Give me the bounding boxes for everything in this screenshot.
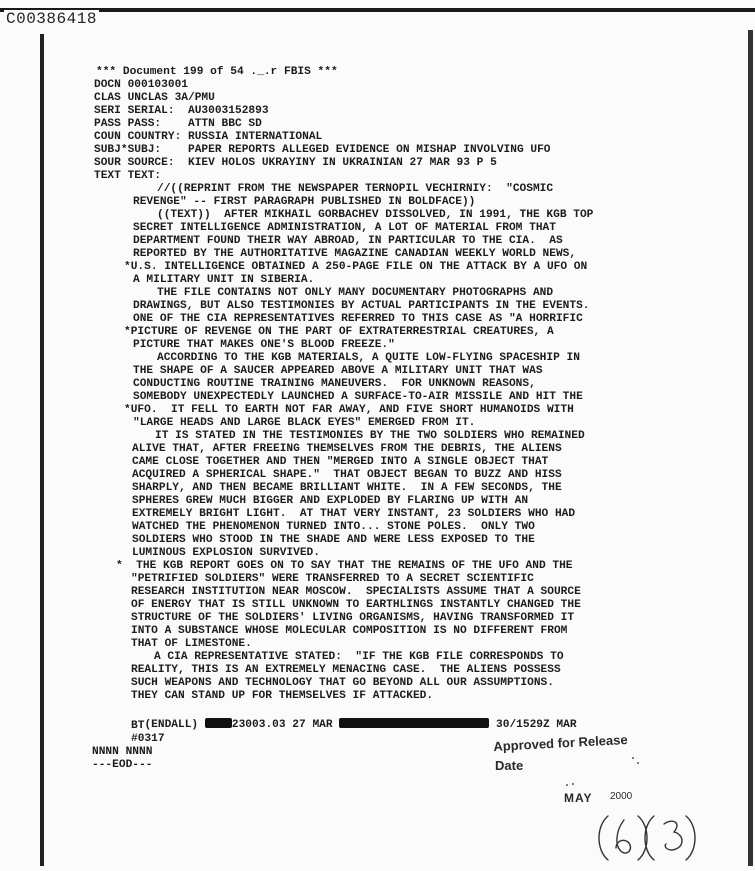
docn-line: DOCN 000103001 xyxy=(94,79,188,91)
subject-line: SUBJ*SUBJ: PAPER REPORTS ALLEGED EVIDENCE ON MISHAP INVOLVING UFO xyxy=(94,144,551,156)
speck xyxy=(632,757,634,759)
body-line: A MILITARY UNIT IN SIBERIA. xyxy=(133,274,315,286)
body-line: DEPARTMENT FOUND THEIR WAY ABROAD, IN PARTICULAR TO THE CIA. AS xyxy=(133,235,563,247)
body-line: SOMEBODY UNEXPECTEDLY LAUNCHED A SURFACE-TO-AIR MISSILE AND HIT THE xyxy=(133,391,583,403)
body-line: IT IS STATED IN THE TESTIMONIES BY THE TWO SOLDIERS WHO REMAINED xyxy=(155,430,585,442)
body-line: RESEARCH INSTITUTION NEAR MOSCOW. SPECIALISTS ASSUME THAT A SOURCE xyxy=(131,586,581,598)
body-line: "LARGE HEADS AND LARGE BLACK EYES" EMERGED FROM IT. xyxy=(133,417,476,429)
stamp-date-label: Date xyxy=(495,758,524,773)
body-line: ALIVE THAT, AFTER FREEING THEMSELVES FROM THE DEBRIS, THE ALIENS xyxy=(132,443,562,455)
left-margin-rule xyxy=(40,34,44,866)
body-line: ACQUIRED A SPHERICAL SHAPE." THAT OBJECT BEGAN TO BUZZ AND HISS xyxy=(132,469,562,481)
body-line: CONDUCTING ROUTINE TRAINING MANEUVERS. FOR UNKNOWN REASONS, xyxy=(133,378,536,390)
body-line: THE SHAPE OF A SAUCER APPEARED ABOVE A MILITARY UNIT THAT WAS xyxy=(133,365,543,377)
body-line: PICTURE THAT MAKES ONE'S BLOOD FREEZE." xyxy=(133,339,395,351)
body-line: LUMINOUS EXPLOSION SURVIVED. xyxy=(132,547,320,559)
top-rule xyxy=(0,8,755,12)
nnnn-line: NNNN NNNN xyxy=(92,746,153,758)
body-line: SECRET INTELLIGENCE ADMINISTRATION, A LOT OF MATERIAL FROM THAT xyxy=(133,222,556,234)
body-line: THE FILE CONTAINS NOT ONLY MANY DOCUMENTARY PHOTOGRAPHS AND xyxy=(157,287,554,299)
endall-time: 30/1529Z MAR xyxy=(489,719,577,731)
speck xyxy=(572,783,574,785)
speck xyxy=(566,784,568,786)
clas-line: CLAS UNCLAS 3A/PMU xyxy=(94,92,215,104)
handwriting-strokes xyxy=(594,808,704,866)
body-line: OF ENERGY THAT IS STILL UNKNOWN TO EARTHLINGS INSTANTLY CHANGED THE xyxy=(131,599,581,611)
redaction-bar xyxy=(205,718,232,728)
handwritten-annotation xyxy=(594,808,704,871)
body-line: EXTREMELY BRIGHT LIGHT. AT THAT VERY INSTANT, 23 SOLDIERS WHO HAD xyxy=(132,508,576,520)
country-line: COUN COUNTRY: RUSSIA INTERNATIONAL xyxy=(94,131,323,143)
body-line: *UFO. IT FELL TO EARTH NOT FAR AWAY, AND FIVE SHORT HUMANOIDS WITH xyxy=(124,404,574,416)
body-line: "PETRIFIED SOLDIERS" WERE TRANSFERRED TO A SECRET SCIENTIFIC xyxy=(131,573,534,585)
stamp-month: MAY xyxy=(564,791,593,805)
body-line: REALITY, THIS IS AN EXTREMELY MENACING CASE. THE ALIENS POSSESS xyxy=(131,664,561,676)
endall-dtg: 23003.03 27 MAR xyxy=(231,719,340,731)
body-line: CAME CLOSE TOGETHER AND THEN "MERGED INTO A SINGLE OBJECT THAT xyxy=(132,456,549,468)
body-line: SPHERES GREW MUCH BIGGER AND EXPLODED BY FLARING UP WITH AN xyxy=(132,495,529,507)
body-line: *U.S. INTELLIGENCE OBTAINED A 250-PAGE FILE ON THE ATTACK BY A UFO ON xyxy=(124,261,588,273)
body-line: //((REPRINT FROM THE NEWSPAPER TERNOPIL VECHIRNIY: "COSMIC xyxy=(157,183,554,195)
doc-count-line: *** Document 199 of 54 ._.r FBIS *** xyxy=(96,66,338,78)
speck xyxy=(637,762,639,764)
body-line: REVENGE" -- FIRST PARAGRAPH PUBLISHED IN BOLDFACE)) xyxy=(133,196,476,208)
endall-label: (ENDALL) xyxy=(144,719,205,731)
stamp-year: 2000 xyxy=(610,791,633,802)
redaction-bar xyxy=(339,718,489,728)
body-line: * THE KGB REPORT GOES ON TO SAY THAT THE REMAINS OF THE UFO AND THE xyxy=(116,560,573,572)
right-margin-rule xyxy=(748,30,753,866)
body-line: THEY CAN STAND UP FOR THEMSELVES IF ATTACKED. xyxy=(131,690,434,702)
body-line: A CIA REPRESENTATIVE STATED: "IF THE KGB FILE CORRESPONDS TO xyxy=(154,651,564,663)
bt-line: BT xyxy=(131,720,145,732)
document-id: C00386418 xyxy=(6,10,97,28)
body-line: WATCHED THE PHENOMENON TURNED INTO... STONE POLES. ONLY TWO xyxy=(132,521,535,533)
serial-line: SERI SERIAL: AU3003152893 xyxy=(94,105,269,117)
number-line: #0317 xyxy=(131,733,165,745)
body-line: DRAWINGS, BUT ALSO TESTIMONIES BY ACTUAL PARTICIPANTS IN THE EVENTS. xyxy=(133,300,590,312)
body-line: SOLDIERS WHO STOOD IN THE SHADE AND WERE LESS EXPOSED TO THE xyxy=(132,534,535,546)
body-line: ((TEXT)) AFTER MIKHAIL GORBACHEV DISSOLVED, IN 1991, THE KGB TOP xyxy=(157,209,594,221)
eod-line: ---EOD--- xyxy=(92,759,153,771)
body-line: STRUCTURE OF THE SOLDIERS' LIVING ORGANISMS, HAVING TRANSFORMED IT xyxy=(131,612,575,624)
body-line: REPORTED BY THE AUTHORITATIVE MAGAZINE CANADIAN WEEKLY WORLD NEWS, xyxy=(133,248,577,260)
source-line: SOUR SOURCE: KIEV HOLOS UKRAYINY IN UKRAINIAN 27 MAR 93 P 5 xyxy=(94,157,497,169)
text-label-line: TEXT TEXT: xyxy=(94,170,162,182)
pass-line: PASS PASS: ATTN BBC SD xyxy=(94,118,262,130)
body-line: SUCH WEAPONS AND TECHNOLOGY THAT GO BEYOND ALL OUR ASSUMPTIONS. xyxy=(131,677,554,689)
approved-for-release-stamp: Approved for Release xyxy=(493,731,628,754)
body-line: ONE OF THE CIA REPRESENTATIVES REFERRED TO THIS CASE AS "A HORRIFIC xyxy=(133,313,583,325)
body-line: SHARPLY, AND THEN BECAME BRILLIANT WHITE. IN A FEW SECONDS, THE xyxy=(132,482,562,494)
endall-line xyxy=(131,705,577,732)
body-line: *PICTURE OF REVENGE ON THE PART OF EXTRATERRESTRIAL CREATURES, A xyxy=(124,326,554,338)
body-line: INTO A SUBSTANCE WHOSE MOLECULAR COMPOSITION IS NO DIFFERENT FROM xyxy=(131,625,568,637)
body-line: ACCORDING TO THE KGB MATERIALS, A QUITE LOW-FLYING SPACESHIP IN xyxy=(157,352,580,364)
body-line: THAT OF LIMESTONE. xyxy=(131,638,252,650)
